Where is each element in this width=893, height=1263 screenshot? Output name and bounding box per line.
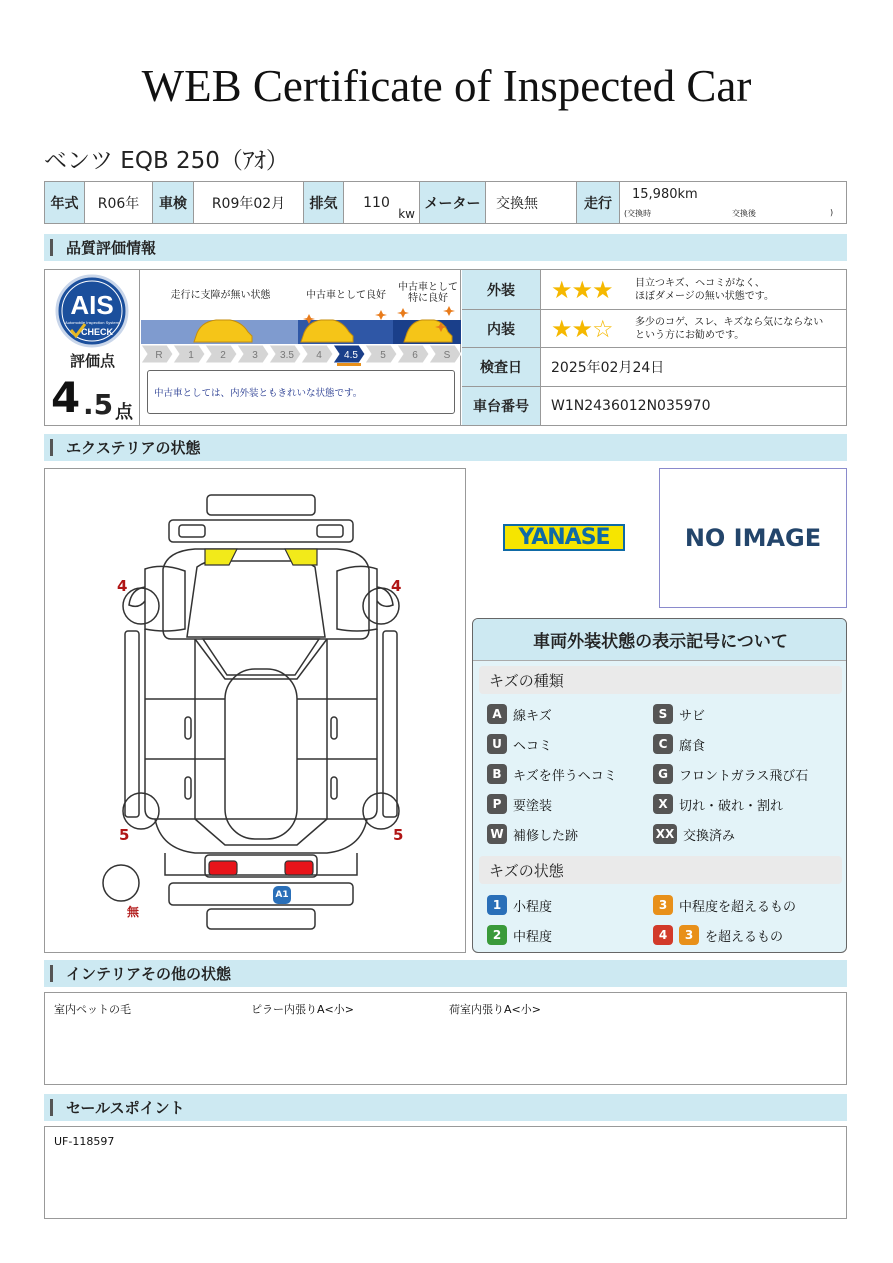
- legend-kind-label: フロントガラス飛び石: [679, 768, 809, 784]
- headlight-right: [285, 549, 317, 565]
- legend-box: [472, 618, 847, 953]
- legend-kind-label: 切れ・破れ・割れ: [679, 798, 784, 814]
- dealer-logo: YANASE: [503, 524, 625, 551]
- grade-step-label: 1: [188, 350, 194, 361]
- interior-stars: ★★☆: [551, 314, 613, 343]
- no-image-placeholder: NO IMAGE: [659, 468, 847, 608]
- legend-kind-item: [653, 764, 808, 784]
- legend-state-code: 4: [653, 925, 673, 945]
- score-label: 評価点: [69, 352, 115, 370]
- ais-logo-check: CHECK: [80, 327, 114, 337]
- interior-text-2: という方にお勧めです。: [635, 329, 745, 341]
- ais-logo-text: AIS: [70, 290, 114, 320]
- legend-kind-item: [487, 734, 552, 754]
- legend-state-item: [487, 895, 552, 915]
- grade-label-2: 中古車として良好: [306, 290, 386, 301]
- exterior-stars: ★★★: [551, 275, 613, 304]
- legend-state-label: 中程度を超えるもの: [679, 899, 797, 915]
- grade-step-label: 3: [252, 350, 258, 361]
- score-decimal: .5: [83, 388, 114, 421]
- legend-state-label: 小程度: [513, 899, 553, 915]
- legend-kind-item: [653, 794, 783, 814]
- score-integer: 4: [51, 373, 81, 422]
- displacement-value: 110: [363, 194, 390, 211]
- legend-kind-code: A: [487, 704, 507, 724]
- grade-label-1: 走行に支障が無い状態: [170, 290, 271, 301]
- tire-rear-left: 5: [119, 826, 130, 844]
- interior-rating: [541, 310, 847, 348]
- legend-kind-code: C: [653, 734, 673, 754]
- tire-front-right: 4: [391, 577, 402, 595]
- headlight-left: [205, 549, 237, 565]
- legend-state-label: を超えるもの: [705, 929, 784, 945]
- displacement-label: 排気: [304, 182, 344, 223]
- grade-step-label: 3.5: [280, 350, 294, 361]
- ais-logo-icon: [53, 274, 131, 348]
- grade-step-label: 6: [412, 350, 418, 361]
- section-quality: 品質評価情報: [44, 234, 847, 261]
- grade-step-label: S: [443, 350, 451, 361]
- meter-label: メーター: [420, 182, 486, 223]
- mileage-value: 15,980km: [632, 187, 698, 202]
- legend-kind-code: XX: [653, 824, 677, 844]
- interior-box: [44, 992, 847, 1085]
- inspection-date-value: 2025年02月24日: [541, 348, 847, 387]
- car-name: ベンツ EQB 250（ｱｵ）: [44, 148, 289, 174]
- legend-kind-label: サビ: [679, 708, 706, 724]
- section-exterior: エクステリアの状態: [44, 434, 847, 461]
- vin-value: W1N2436012N035970: [551, 398, 711, 414]
- ais-logo-sub: Automobile Inspection System: [65, 320, 119, 325]
- car-icon: [194, 320, 452, 342]
- legend-title: 車両外装状態の表示記号について: [473, 619, 847, 661]
- quality-box: [44, 269, 847, 426]
- legend-kind-label: 線キズ: [513, 708, 552, 724]
- interior-item: 室内ペットの毛: [54, 1003, 131, 1016]
- exterior-text-2: ほぼダメージの無い状態です。: [635, 290, 774, 302]
- mileage-close: ): [830, 208, 834, 217]
- legend-kind-item: [487, 824, 578, 844]
- grade-step-label: 5: [380, 350, 386, 361]
- tire-front-left: 4: [117, 577, 128, 595]
- legend-kind-code: X: [653, 794, 673, 814]
- legend-kind-code: W: [487, 824, 507, 844]
- legend-kind-label: キズを伴うヘコミ: [513, 768, 617, 784]
- grade-bands: [141, 300, 461, 344]
- legend-kind-label: 腐食: [679, 738, 706, 754]
- vin-label: 車台番号: [462, 387, 541, 425]
- sales-box: [44, 1126, 847, 1219]
- legend-kind-item: [653, 824, 735, 844]
- grade-scale-svg: [141, 344, 461, 366]
- meter-value: 交換無: [486, 182, 577, 223]
- grade-step-label: 4: [316, 350, 322, 361]
- spec-row: [44, 181, 847, 224]
- mileage-cell: [620, 182, 846, 223]
- legend-kind-item: [487, 764, 617, 784]
- year-value: R06年: [85, 182, 153, 223]
- taillight-left: [209, 861, 237, 875]
- ais-column: [45, 270, 140, 425]
- exterior-rating: [541, 270, 847, 310]
- legend-kind-item: [487, 794, 552, 814]
- legend-kind-code: P: [487, 794, 507, 814]
- interior-rating-text: [635, 316, 823, 342]
- car-diagram: [44, 468, 466, 953]
- car-body-diagram: [45, 469, 467, 954]
- interior-text-1: 多少のコゲ、スレ、キズなら気にならない: [635, 316, 824, 328]
- tire-rear-right: 5: [393, 826, 404, 844]
- exterior-text-1: 目立つキズ、ヘコミがなく、: [635, 277, 765, 289]
- legend-state-item: [653, 895, 796, 915]
- legend-kind-label: 補修した跡: [513, 828, 579, 844]
- legend-state-label: 中程度: [513, 929, 553, 945]
- damage-marker: A1: [273, 886, 291, 904]
- grade-note: 中古車としては、内外装ともきれいな状態です。: [147, 370, 455, 414]
- grade-step-label: 4.5: [344, 350, 358, 361]
- spare-tire-label: 無: [127, 905, 140, 919]
- legend-state-code-secondary: 3: [679, 925, 699, 945]
- legend-kind-label: 要塗装: [513, 798, 553, 814]
- score-unit: 点: [115, 402, 133, 423]
- section-interior: インテリアその他の状態: [44, 960, 847, 987]
- displacement-unit: kw: [398, 207, 415, 221]
- exterior-rating-label: 外装: [462, 270, 541, 310]
- grade-selected-marker: [337, 363, 361, 366]
- legend-kind-code: S: [653, 704, 673, 724]
- legend-state-item: [487, 925, 552, 945]
- inspection-value: R09年02月: [194, 182, 304, 223]
- legend-kind-item: [653, 734, 705, 754]
- grade-label-3a: 中古車として: [398, 282, 458, 293]
- legend-states-title: キズの状態: [479, 856, 842, 884]
- legend-state-item: [653, 925, 783, 945]
- inspection-label: 車検: [153, 182, 194, 223]
- legend-state-code: 2: [487, 925, 507, 945]
- sales-point-text: UF-118597: [54, 1135, 115, 1148]
- legend-kinds-title: キズの種類: [479, 666, 842, 694]
- legend-kind-code: B: [487, 764, 507, 784]
- grade-step-label: R: [155, 350, 163, 361]
- legend-state-code: 3: [653, 895, 673, 915]
- legend-state-code: 1: [487, 895, 507, 915]
- legend-kind-label: ヘコミ: [513, 738, 553, 754]
- legend-kind-item: [487, 704, 552, 724]
- legend-kind-code: U: [487, 734, 507, 754]
- interior-rating-label: 内装: [462, 310, 541, 348]
- interior-item: ピラー内張りA<小>: [251, 1003, 354, 1016]
- interior-item: 荷室内張りA<小>: [449, 1003, 541, 1016]
- legend-kind-label: 交換済み: [683, 828, 736, 844]
- document-title: WEB Certificate of Inspected Car: [141, 61, 752, 111]
- mileage-before: (交換時: [624, 209, 652, 218]
- legend-kind-item: [653, 704, 705, 724]
- grade-label-3b: 特に良好: [408, 293, 448, 304]
- grade-scale: [141, 344, 461, 364]
- mileage-after: 交換後: [732, 209, 756, 218]
- mileage-label: 走行: [577, 182, 620, 223]
- taillight-right: [285, 861, 313, 875]
- year-label: 年式: [45, 182, 85, 223]
- section-sales: セールスポイント: [44, 1094, 847, 1121]
- legend-kind-code: G: [653, 764, 673, 784]
- displacement-cell: [344, 182, 420, 223]
- inspection-date-label: 検査日: [462, 348, 541, 387]
- grade-step-label: 2: [220, 350, 226, 361]
- exterior-rating-text: [635, 277, 774, 303]
